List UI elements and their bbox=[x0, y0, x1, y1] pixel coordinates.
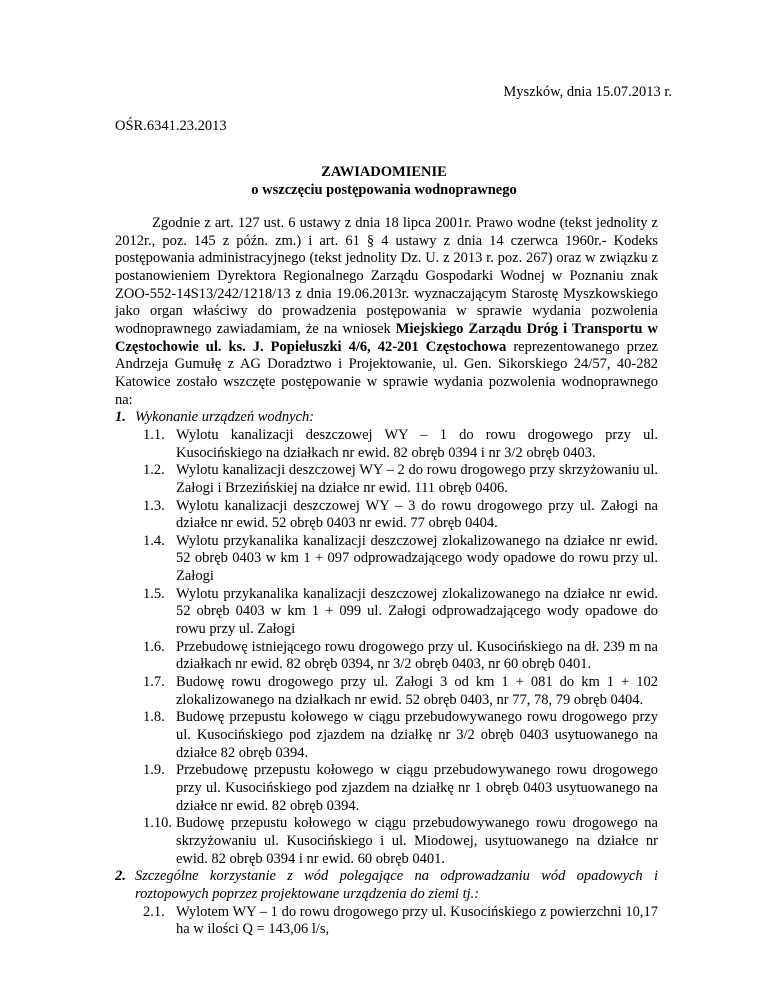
list-item bbox=[115, 904, 658, 939]
section-heading bbox=[115, 409, 658, 427]
title-subtitle: o wszczęciu postępowania wodnoprawnego bbox=[251, 181, 517, 198]
item-text: Budowę przepustu kołowego w ciągu przebudowywanego rowu drogowego na skrzyżowaniu ul. Kusocińskiego i ul. Miodowej, usytuowanego na działce nr ewid. 82 obręb 0394 i nr ewid. 60 obręb 0401. bbox=[176, 815, 658, 867]
item-number: 1.8. bbox=[143, 709, 165, 726]
item-text: Przebudowę istniejącego rowu drogowego przy ul. Kusocińskiego na dł. 239 m na działkach nr ewid. 82 obręb 0394, nr 3/2 obręb 0403, nr 60 obręb 0401. bbox=[176, 638, 658, 673]
item-number: 1.2. bbox=[143, 462, 165, 479]
applicant-name: Miejskiego Zarządu Dróg i Transportu w Częstochowie ul. ks. J. Popiełuszki 4/6, 42-201 Częstochowa bbox=[115, 320, 658, 355]
item-number: 1.9. bbox=[143, 762, 165, 779]
title-main: ZAWIADOMIENIE bbox=[321, 164, 447, 180]
intro-text-part1: Zgodnie z art. 127 ust. 6 ustawy z dnia 18 lipca 2001r. Prawo wodne (tekst jednolity z 2012r., poz. 145 z późn. zm.) i art. 61 § 4 ustawy z dnia 14 czerwca 1960r.- Kodeks postępowania administracyjnego (tekst jednolity Dz. U. z 2013 r. poz. 267) oraz w związku z postanowieniem Dyrektora Regionalnego Zarządu Gospodarki Wodnej w Poznaniu znak ZOO-552-14S13/242/1218/13 z dnia 19.06.2013r. wyznaczającym Starostę Myszkowskiego jako organ właściwy do prowadzenia postępowania w sprawie wydania pozwolenia wodnoprawnego zawiadamiam, że na wniosek bbox=[115, 215, 658, 337]
list-item bbox=[115, 674, 658, 709]
item-text: Budowę przepustu kołowego w ciągu przebudowywanego rowu drogowego przy ul. Kusocińskiego pod zjazdem na działkę nr 3/2 obręb 0403 usytuowanego na działce 82 obręb 0394. bbox=[176, 709, 658, 761]
item-text: Wylotu kanalizacji deszczowej WY – 1 do rowu drogowego przy ul. Kusocińskiego na działkach nr ewid. 82 obręb 0394 i nr 3/2 obręb 0403. bbox=[176, 426, 658, 461]
section-number: 1. bbox=[115, 409, 126, 426]
list-item bbox=[115, 533, 658, 586]
item-number: 1.10. bbox=[143, 815, 172, 832]
item-number: 1.4. bbox=[143, 532, 165, 549]
item-number: 1.3. bbox=[143, 497, 165, 514]
list-item bbox=[115, 586, 658, 639]
section-heading bbox=[115, 868, 658, 903]
item-text: Budowę rowu drogowego przy ul. Załogi 3 od km 1 + 081 do km 1 + 102 zlokalizowanego na działkach nr ewid. 52 obręb 0403, nr 77, 78, 79 obręb 0404. bbox=[176, 674, 658, 708]
item-number: 1.5. bbox=[143, 585, 165, 602]
item-number: 2.1. bbox=[143, 903, 165, 920]
item-text: Wylotu przykanalika kanalizacji deszczowej zlokalizowanego na działce nr ewid. 52 obręb 0403 w km 1 + 099 ul. Załogi odprowadzającego wody opadowe do rowu przy ul. Załogi bbox=[176, 585, 658, 638]
section-number: 2. bbox=[115, 868, 126, 885]
reference-number: OŚR.6341.23.2013 bbox=[115, 118, 227, 134]
item-text: Wylotu kanalizacji deszczowej WY – 2 do rowu drogowego przy skrzyżowaniu ul. Załogi i Brzezińskiej na działce nr ewid. 111 obręb 0406. bbox=[176, 462, 658, 496]
section-heading-text: Wykonanie urządzeń wodnych: bbox=[135, 409, 315, 426]
item-number: 1.7. bbox=[143, 674, 165, 691]
list-item bbox=[115, 762, 658, 815]
section-heading-text: Szczególne korzystanie z wód polegające na odprowadzaniu wód opadowych i roztopowych poprzez projektowane urządzenia do ziemi tj.: bbox=[135, 868, 658, 902]
document-title bbox=[0, 164, 768, 199]
item-text: Wylotu kanalizacji deszczowej WY – 3 do rowu drogowego przy ul. Załogi na działce nr ewid. 52 obręb 0403 nr ewid. 77 obręb 0404. bbox=[176, 497, 658, 532]
list-item bbox=[115, 639, 658, 674]
list-item bbox=[115, 427, 658, 462]
item-text: Wylotem WY – 1 do rowu drogowego przy ul. Kusocińskiego z powierzchni 10,17 ha w ilości Q = 143,06 l/s, bbox=[176, 903, 658, 938]
item-text: Wylotu przykanalika kanalizacji deszczowej zlokalizowanego na działce nr ewid. 52 obręb 0403 w km 1 + 097 odprowadzającego wody opadowe do rowu przy ul. Załogi bbox=[176, 532, 658, 585]
intro-paragraph bbox=[115, 215, 658, 409]
list-item bbox=[115, 709, 658, 762]
list-item bbox=[115, 815, 658, 868]
list-item bbox=[115, 462, 658, 497]
item-number: 1.1. bbox=[143, 426, 165, 443]
document-date: Myszków, dnia 15.07.2013 r. bbox=[503, 84, 672, 100]
sections-list bbox=[115, 409, 658, 939]
document-body bbox=[115, 215, 658, 939]
item-text: Przebudowę przepustu kołowego w ciągu przebudowywanego rowu drogowego przy ul. Kusocińskiego pod zjazdem na działkę nr 1 obręb 0403 usytuowanego na działce nr ewid. 82 obręb 0394. bbox=[176, 762, 658, 814]
item-number: 1.6. bbox=[143, 638, 165, 655]
intro-text-part2: reprezentowanego przez Andrzeja Gumułę z AG Doradztwo i Projektowanie, ul. Gen. Sikorskiego 24/57, 40-282 Katowice zostało wszczęte postępowanie w sprawie wydania pozwolenia wodnoprawnego na: bbox=[115, 338, 658, 408]
list-item bbox=[115, 498, 658, 533]
